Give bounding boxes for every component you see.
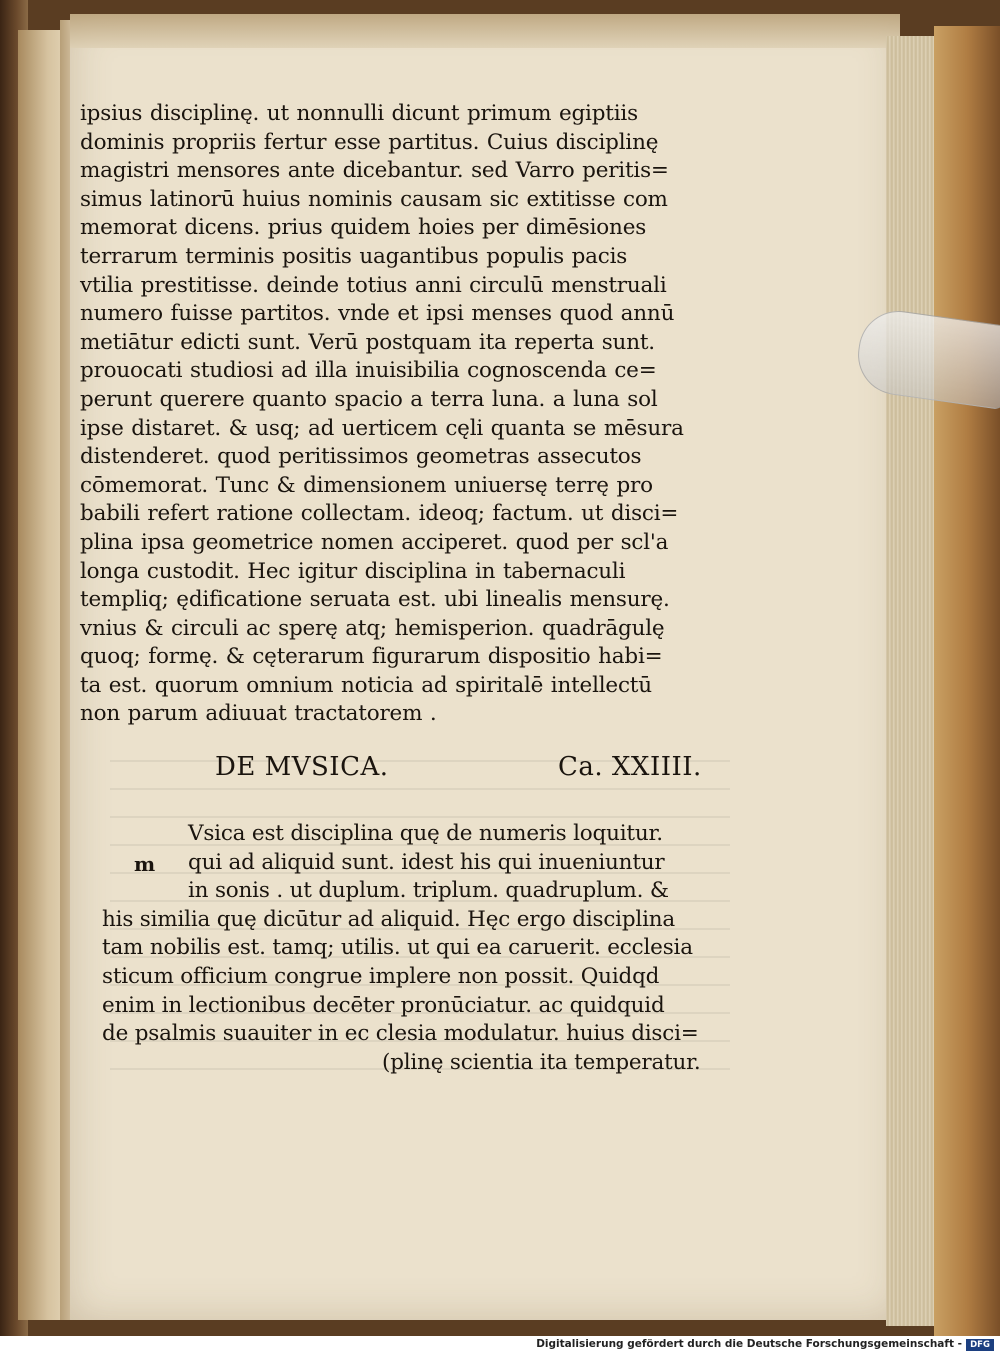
text-line: in sonis . ut duplum. triplum. quadruplum. & <box>188 878 669 904</box>
page-top-shadow <box>70 14 900 48</box>
page-fore-edge <box>886 36 936 1326</box>
text-line: simus latinorū huius nominis causam sic extitisse com <box>80 186 668 212</box>
text-line: magistri mensores ante dicebantur. sed Varro peritis= <box>80 158 669 184</box>
text-line: tam nobilis est. tamq; utilis. ut qui ea caruerit. ecclesia <box>102 935 693 961</box>
text-line: distenderet. quod peritissimos geometras assecutos <box>80 444 642 470</box>
main-text-block <box>80 100 720 729</box>
text-line: ipse distaret. & usq; ad uerticem cęli quanta se mēsura <box>80 415 684 441</box>
text-line: vtilia prestitisse. deinde totius anni circulū menstruali <box>80 272 667 298</box>
text-line: de psalmis suauiter in ec clesia modulatur. huius disci= <box>102 1021 699 1047</box>
text-line: longa custodit. Hec igitur disciplina in tabernaculi <box>80 558 626 584</box>
chapter-number: Ca. XXIIII. <box>558 752 702 782</box>
text-line: vnius & circuli ac sperę atq; hemisperion. quadrāgulę <box>80 615 665 641</box>
text-line: qui ad aliquid sunt. idest his qui inueniuntur <box>188 849 665 875</box>
text-line: enim in lectionibus decēter pronūciatur. ac quidquid <box>102 992 665 1018</box>
text-line: metiātur edicti sunt. Verū postquam ita reperta sunt. <box>80 329 655 355</box>
text-line: sticum officium congrue implere non possit. Quidqd <box>102 963 660 989</box>
text-line: quoq; formę. & cęterarum figurarum dispositio habi= <box>80 644 663 670</box>
text-line: perunt querere quanto spacio a terra luna. a luna sol <box>80 386 658 412</box>
text-line: babili refert ratione collectam. ideoq; factum. ut disci= <box>80 501 679 527</box>
section-heading: DE MVSICA. <box>215 752 389 782</box>
guide-letter: m <box>134 852 156 876</box>
text-line: dominis propriis fertur esse partitus. Cuius disciplinę <box>80 129 659 155</box>
funding-credit: Digitalisierung gefördert durch die Deutsche Forschungsgemeinschaft - <box>536 1338 962 1350</box>
text-line: memorat dicens. prius quidem hoies per dimēsiones <box>80 215 647 241</box>
book-cover-right <box>934 26 1000 1336</box>
digitization-footer <box>0 1336 1000 1354</box>
text-line: prouocati studiosi ad illa inuisibilia cognoscenda ce= <box>80 358 657 384</box>
text-line: ta est. quorum omnium noticia ad spiritalē intellectū <box>80 672 652 698</box>
text-line: ipsius disciplinę. ut nonnulli dicunt primum egiptiis <box>80 101 638 126</box>
text-line: cōmemorat. Tunc & dimensionem uniuersę terrę pro <box>80 472 653 498</box>
text-line: (plinę scientia ita temperatur. <box>382 1049 701 1075</box>
text-line: non parum adiuuat tractatorem . <box>80 701 437 727</box>
text-line: Vsica est disciplina quę de numeris loquitur. <box>188 821 663 846</box>
section-text-block <box>102 820 742 1077</box>
text-line: templiq; ędificatione seruata est. ubi linealis mensurę. <box>80 587 670 613</box>
dfg-logo-icon[interactable]: DFG <box>966 1339 994 1351</box>
text-line: terrarum terminis positis uagantibus populis pacis <box>80 243 628 269</box>
text-line: plina ipsa geometrice nomen acciperet. quod per scl'a <box>80 529 669 555</box>
text-line: numero fuisse partitos. vnde et ipsi menses quod annū <box>80 301 675 327</box>
text-line: his similia quę dicūtur ad aliquid. Hęc ergo disciplina <box>102 906 676 932</box>
